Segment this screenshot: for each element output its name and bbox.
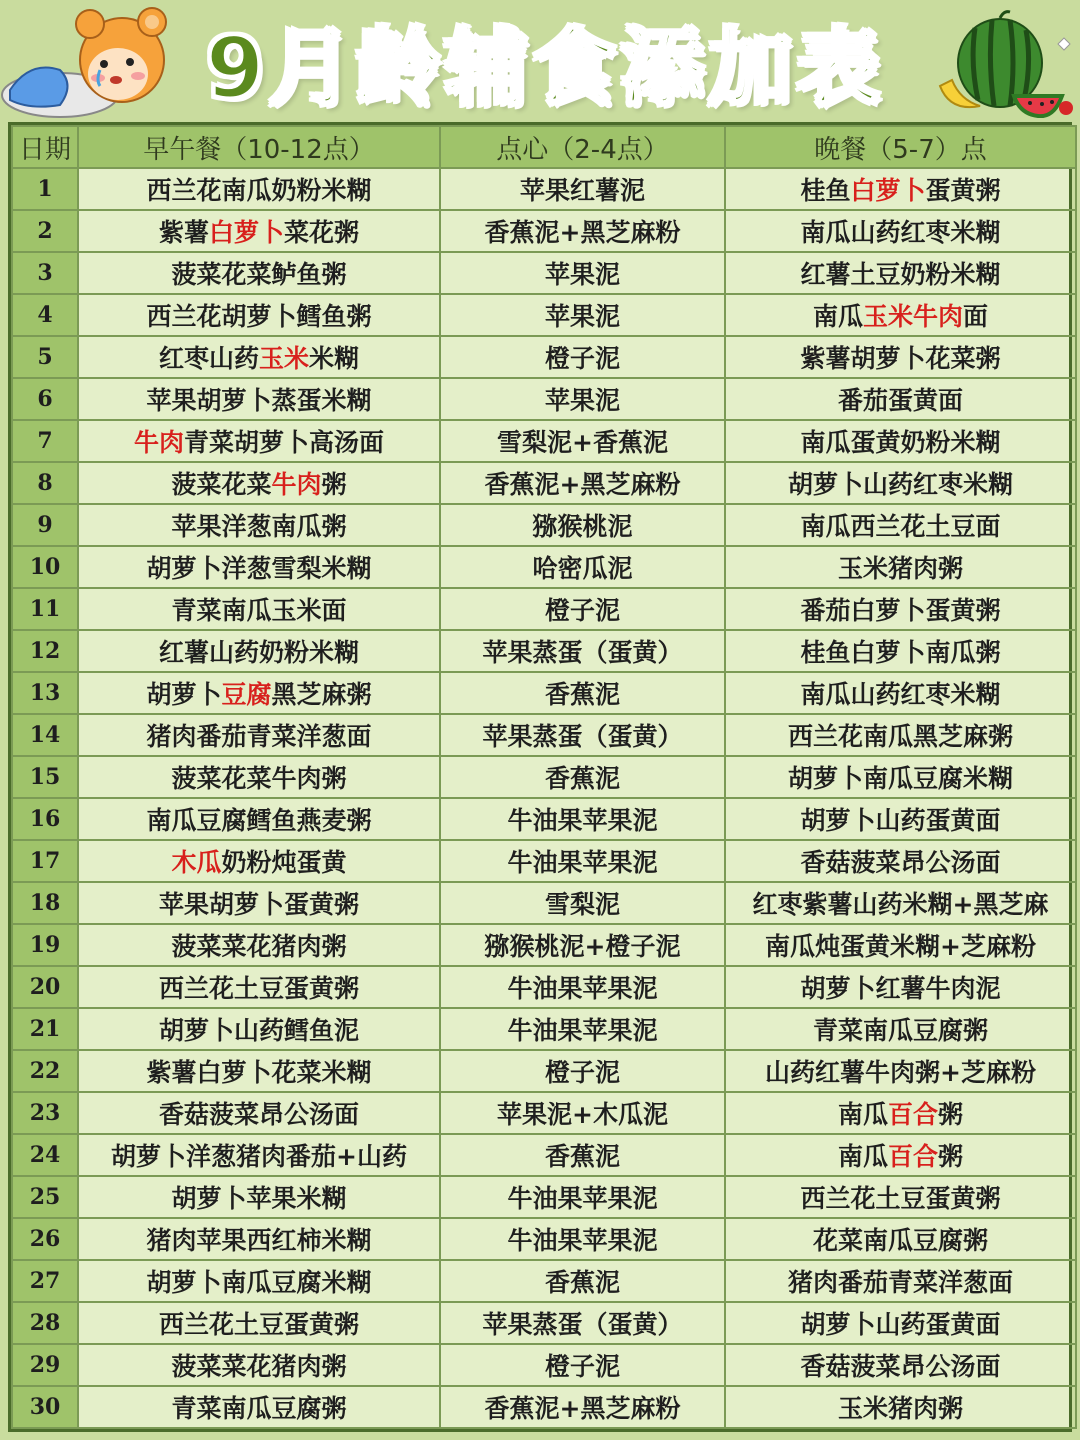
table-row [12,1176,1076,1218]
date-cell: 10 [12,546,78,588]
lunch-cell [78,966,440,1008]
meal-text: 苹果蒸蛋（蛋黄） [482,1310,683,1339]
meal-text: 橙子泥 [544,1352,620,1381]
highlighted-ingredient: 牛肉 [271,470,322,499]
snack-cell [440,966,725,1008]
dinner-cell [725,462,1076,504]
date-cell: 24 [12,1134,78,1176]
meal-text: 香蕉泥 [544,764,620,793]
table-row [12,924,1076,966]
dinner-cell [725,714,1076,756]
lunch-cell [78,1176,440,1218]
dinner-cell [725,924,1076,966]
meal-text: 香菇菠菜昂公汤面 [158,1100,359,1129]
meal-text: 面 [963,302,989,331]
snack-cell [440,1386,725,1428]
snack-cell [440,1134,725,1176]
meal-text: 牛油果苹果泥 [507,1184,658,1213]
date-cell: 13 [12,672,78,714]
snack-cell [440,1344,725,1386]
meal-text: 雪梨泥 [544,890,620,919]
dinner-cell [725,1386,1076,1428]
date-cell: 8 [12,462,78,504]
meal-text: 玉米猪肉粥 [837,554,963,583]
date-cell: 5 [12,336,78,378]
meal-text: 胡萝卜山药蛋黄面 [800,1310,1001,1339]
highlighted-ingredient: 玉米 [258,344,309,373]
highlighted-ingredient: 豆腐 [221,680,272,709]
meal-text: 香菇菠菜昂公汤面 [800,848,1001,877]
meal-text: 南瓜 [837,1100,888,1129]
table-row [12,252,1076,294]
table-row [12,378,1076,420]
date-cell: 19 [12,924,78,966]
meal-text: 红薯山药奶粉米糊 [158,638,359,667]
meal-text: 山药红薯牛肉粥+芝麻粉 [765,1058,1036,1087]
table-row [12,1134,1076,1176]
meal-text: 牛油果苹果泥 [507,848,658,877]
highlighted-ingredient: 白萝卜 [208,218,284,247]
meal-text: 西兰花胡萝卜鳕鱼粥 [146,302,372,331]
meal-text: 胡萝卜洋葱雪梨米糊 [146,554,372,583]
lunch-cell [78,798,440,840]
dinner-cell [725,378,1076,420]
meal-text: 苹果泥 [544,386,620,415]
table-row [12,294,1076,336]
date-cell: 27 [12,1260,78,1302]
meal-text: 菠菜花菜 [171,470,272,499]
table-row [12,1092,1076,1134]
meal-text: 苹果泥 [544,260,620,289]
date-cell: 23 [12,1092,78,1134]
table-row [12,504,1076,546]
meal-text: 胡萝卜南瓜豆腐米糊 [787,764,1013,793]
lunch-cell [78,378,440,420]
meal-text: 胡萝卜苹果米糊 [171,1184,347,1213]
table-row [12,882,1076,924]
meal-text: 胡萝卜山药鳕鱼泥 [158,1016,359,1045]
meal-text: 紫薯 [158,218,209,247]
snack-cell [440,378,725,420]
page-title: 9月龄辅食添加表 [205,18,885,117]
table-body [12,168,1076,1428]
lunch-cell [78,1050,440,1092]
meal-text: 西兰花土豆蛋黄粥 [158,974,359,1003]
dinner-cell [725,672,1076,714]
meal-text: 番茄蛋黄面 [837,386,963,415]
table-row [12,672,1076,714]
dinner-cell [725,1344,1076,1386]
table-row [12,714,1076,756]
date-cell: 15 [12,756,78,798]
meal-text: 番茄白萝卜蛋黄粥 [800,596,1001,625]
meal-text: 牛油果苹果泥 [507,974,658,1003]
meal-text: 苹果洋葱南瓜粥 [171,512,347,541]
lunch-cell [78,252,440,294]
table-row [12,966,1076,1008]
table-row [12,1302,1076,1344]
meal-text: 猕猴桃泥 [532,512,633,541]
meal-text: 橙子泥 [544,1058,620,1087]
date-cell: 7 [12,420,78,462]
meal-text: 苹果胡萝卜蛋黄粥 [158,890,359,919]
meal-text: 红枣山药 [158,344,259,373]
meal-text: 粥 [938,1100,964,1129]
meal-text: 橙子泥 [544,596,620,625]
meal-text: 猕猴桃泥+橙子泥 [484,932,681,961]
meal-text: 胡萝卜山药蛋黄面 [800,806,1001,835]
snack-cell [440,588,725,630]
lunch-cell [78,1218,440,1260]
table-row [12,420,1076,462]
meal-text: 玉米猪肉粥 [837,1394,963,1423]
snack-cell [440,1092,725,1134]
meal-text: 奶粉炖蛋黄 [221,848,347,877]
snack-cell [440,1050,725,1092]
table-row [12,1050,1076,1092]
meal-text: 哈密瓜泥 [532,554,633,583]
meal-text: 牛油果苹果泥 [507,1016,658,1045]
table-row [12,1008,1076,1050]
table-row [12,588,1076,630]
date-cell: 11 [12,588,78,630]
date-cell: 30 [12,1386,78,1428]
meal-text: 青菜南瓜豆腐粥 [171,1394,347,1423]
highlighted-ingredient: 玉米牛肉 [862,302,963,331]
snack-cell [440,798,725,840]
lunch-cell [78,672,440,714]
snack-cell [440,630,725,672]
table-row [12,546,1076,588]
table-row [12,210,1076,252]
dinner-cell [725,588,1076,630]
snack-cell [440,840,725,882]
table-row [12,1218,1076,1260]
lunch-cell [78,588,440,630]
dinner-cell [725,1176,1076,1218]
meal-text: 苹果红薯泥 [519,176,645,205]
lunch-cell [78,294,440,336]
date-cell: 14 [12,714,78,756]
dinner-cell [725,1008,1076,1050]
snack-cell [440,1302,725,1344]
table-row [12,1344,1076,1386]
dinner-cell [725,1134,1076,1176]
lunch-cell [78,882,440,924]
meal-text: 猪肉苹果西红柿米糊 [146,1226,372,1255]
lunch-cell [78,924,440,966]
dinner-cell [725,1260,1076,1302]
meal-text: 猪肉番茄青菜洋葱面 [146,722,372,751]
snack-cell [440,1008,725,1050]
meal-text: 菠菜菜花猪肉粥 [171,1352,347,1381]
meal-text: 胡萝卜红薯牛肉泥 [800,974,1001,1003]
table-row [12,840,1076,882]
highlighted-ingredient: 牛肉 [133,428,184,457]
snack-cell [440,882,725,924]
date-cell: 21 [12,1008,78,1050]
snack-cell [440,546,725,588]
lunch-cell [78,210,440,252]
dinner-cell [725,630,1076,672]
snack-cell [440,1218,725,1260]
highlighted-ingredient: 百合 [887,1142,938,1171]
table-row [12,1260,1076,1302]
lunch-cell [78,1134,440,1176]
meal-text: 南瓜豆腐鳕鱼燕麦粥 [146,806,372,835]
dinner-cell [725,840,1076,882]
dinner-cell [725,504,1076,546]
date-cell: 18 [12,882,78,924]
table-row [12,462,1076,504]
lunch-cell [78,630,440,672]
table-row [12,336,1076,378]
lunch-cell [78,462,440,504]
meal-text: 胡萝卜南瓜豆腐米糊 [146,1268,372,1297]
meal-text: 西兰花南瓜奶粉米糊 [146,176,372,205]
date-cell: 16 [12,798,78,840]
meal-text: 雪梨泥+香蕉泥 [497,428,668,457]
meal-text: 青菜胡萝卜高汤面 [184,428,385,457]
dinner-cell [725,252,1076,294]
lunch-cell [78,840,440,882]
dinner-cell [725,966,1076,1008]
snack-cell [440,420,725,462]
meal-text: 苹果胡萝卜蒸蛋米糊 [146,386,372,415]
dinner-cell [725,756,1076,798]
meal-text: 香蕉泥+黑芝麻粉 [484,470,681,499]
date-cell: 12 [12,630,78,672]
meal-text: 西兰花土豆蛋黄粥 [158,1310,359,1339]
lunch-cell [78,546,440,588]
meal-text: 猪肉番茄青菜洋葱面 [787,1268,1013,1297]
table-header-row [12,126,1076,168]
table-row [12,756,1076,798]
dinner-cell [725,1302,1076,1344]
meal-text: 南瓜炖蛋黄米糊+芝麻粉 [765,932,1036,961]
meal-text: 菜花粥 [284,218,360,247]
dinner-cell [725,294,1076,336]
date-cell: 1 [12,168,78,210]
lunch-cell [78,168,440,210]
meal-text: 牛油果苹果泥 [507,806,658,835]
meal-text: 桂鱼 [800,176,851,205]
lunch-cell [78,1302,440,1344]
watermelon-fruit-illustration [930,8,1080,118]
column-header-lunch: 早午餐（10-12点） [78,126,440,168]
meal-text: 桂鱼白萝卜南瓜粥 [800,638,1001,667]
meal-text: 香蕉泥+黑芝麻粉 [484,218,681,247]
meal-text: 菠菜菜花猪肉粥 [171,932,347,961]
meal-text: 胡萝卜洋葱猪肉番茄+山药 [111,1142,407,1171]
date-cell: 26 [12,1218,78,1260]
dinner-cell [725,168,1076,210]
meal-text: 紫薯胡萝卜花菜粥 [800,344,1001,373]
meal-text: 香菇菠菜昂公汤面 [800,1352,1001,1381]
highlighted-ingredient: 木瓜 [171,848,222,877]
meal-text: 菠菜花菜牛肉粥 [171,764,347,793]
meal-text: 南瓜 [837,1142,888,1171]
table-row [12,168,1076,210]
meal-text: 西兰花南瓜黑芝麻粥 [787,722,1013,751]
meal-text: 牛油果苹果泥 [507,1226,658,1255]
date-cell: 29 [12,1344,78,1386]
date-cell: 4 [12,294,78,336]
meal-text: 香蕉泥 [544,1268,620,1297]
dinner-cell [725,1092,1076,1134]
date-cell: 25 [12,1176,78,1218]
meal-text: 苹果泥+木瓜泥 [497,1100,668,1129]
dinner-cell [725,546,1076,588]
dinner-cell [725,882,1076,924]
date-cell: 20 [12,966,78,1008]
snack-cell [440,924,725,966]
page-header [0,0,1080,120]
dinner-cell [725,336,1076,378]
dinner-cell [725,210,1076,252]
lunch-cell [78,756,440,798]
lunch-cell [78,714,440,756]
date-cell: 28 [12,1302,78,1344]
date-cell: 6 [12,378,78,420]
dinner-cell [725,420,1076,462]
meal-text: 米糊 [309,344,360,373]
meal-text: 蛋黄粥 [925,176,1001,205]
snack-cell [440,1176,725,1218]
meal-text: 红枣紫薯山药米糊+黑芝麻 [752,890,1049,919]
meal-text: 西兰花土豆蛋黄粥 [800,1184,1001,1213]
date-cell: 22 [12,1050,78,1092]
meal-text: 南瓜蛋黄奶粉米糊 [800,428,1001,457]
date-cell: 17 [12,840,78,882]
meal-text: 红薯土豆奶粉米糊 [800,260,1001,289]
meal-text: 花菜南瓜豆腐粥 [812,1226,988,1255]
snack-cell [440,252,725,294]
date-cell: 2 [12,210,78,252]
lunch-cell [78,336,440,378]
snack-cell [440,168,725,210]
meal-text: 胡萝卜山药红枣米糊 [787,470,1013,499]
lunch-cell [78,1386,440,1428]
column-header-snack: 点心（2-4点） [440,126,725,168]
snack-cell [440,756,725,798]
meal-text: 粥 [938,1142,964,1171]
highlighted-ingredient: 白萝卜 [850,176,926,205]
meal-text: 紫薯白萝卜花菜米糊 [146,1058,372,1087]
lunch-cell [78,1092,440,1134]
meal-text: 菠菜花菜鲈鱼粥 [171,260,347,289]
snack-cell [440,714,725,756]
snack-cell [440,294,725,336]
date-cell: 9 [12,504,78,546]
meal-text: 香蕉泥+黑芝麻粉 [484,1394,681,1423]
column-header-date: 日期 [12,126,78,168]
snack-cell [440,672,725,714]
column-header-dinner: 晚餐（5-7）点 [725,126,1076,168]
table-row [12,630,1076,672]
meal-text: 胡萝卜 [146,680,222,709]
meal-text: 青菜南瓜豆腐粥 [812,1016,988,1045]
highlighted-ingredient: 百合 [887,1100,938,1129]
dinner-cell [725,1218,1076,1260]
meal-text: 南瓜山药红枣米糊 [800,680,1001,709]
dinner-cell [725,798,1076,840]
meal-text: 青菜南瓜玉米面 [171,596,347,625]
snack-cell [440,210,725,252]
lunch-cell [78,1344,440,1386]
lunch-cell [78,420,440,462]
meal-text: 橙子泥 [544,344,620,373]
meal-text: 南瓜西兰花土豆面 [800,512,1001,541]
date-cell: 3 [12,252,78,294]
snack-cell [440,504,725,546]
meal-text: 苹果蒸蛋（蛋黄） [482,722,683,751]
meal-text: 香蕉泥 [544,680,620,709]
table-row [12,798,1076,840]
snack-cell [440,336,725,378]
feeding-schedule-table [8,122,1072,1432]
snack-cell [440,1260,725,1302]
snack-cell [440,462,725,504]
lunch-cell [78,1260,440,1302]
meal-text: 苹果泥 [544,302,620,331]
lunch-cell [78,1008,440,1050]
bear-kid-illustration [0,0,190,120]
meal-text: 粥 [321,470,347,499]
table-row [12,1386,1076,1428]
meal-text: 南瓜山药红枣米糊 [800,218,1001,247]
dinner-cell [725,1050,1076,1092]
meal-text: 香蕉泥 [544,1142,620,1171]
meal-text: 黑芝麻粥 [271,680,372,709]
meal-text: 苹果蒸蛋（蛋黄） [482,638,683,667]
lunch-cell [78,504,440,546]
meal-text: 南瓜 [812,302,863,331]
